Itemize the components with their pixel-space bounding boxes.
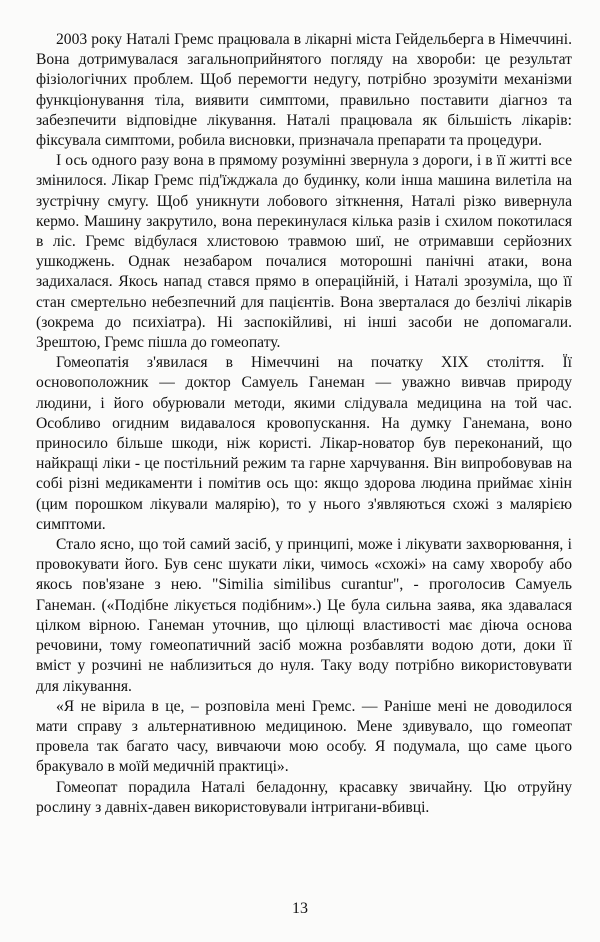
paragraph-3: Гомеопатія з'явилася в Німеччині на початку XIX століття. Її основоположник — доктор Самуель Ганеман — уважно вивчав природу людини, і його обурювали методи, якими слідувала медицина на той час. Особливо огидним видавалося кровопускання. На думку Ганемана, воно приносило більше шкоди, ніж користі. Лікар-новатор був переконаний, що найкращі ліки - це постільний режим та гарне харчування. Він випробовував на собі різні медикаменти і помітив ось що: якщо здорова людина приймає хінін (цим порошком лікували малярію), то у нього з'являються схожі з малярією симптоми. (36, 354, 572, 533)
paragraph-1: 2003 року Наталі Гремс працювала в лікарні міста Гейдельберга в Німеччині. Вона дотримувалася загальноприйнятого погляду на хвороби: це результат фізіологічних проблем. Щоб перемогти недугу, потрібно зрозуміти механізми функціонування тіла, виявити симптоми, правильно поставити діагноз та забезпечити відповідне лікування. Наталі працювала як більшість лікарів: фіксувала симптоми, робила висновки, призначала препарати та процедури. (36, 31, 572, 150)
page-number: 13 (292, 900, 308, 917)
paragraph-2: І ось одного разу вона в прямому розумінні звернула з дороги, і в її житті все змінилося. Лікар Гремс під'їжджала до будинку, коли інша машина вилетіла на зустрічну смугу. Щоб уникнути лобового зіткнення, Наталі різко вивернула кермо. Машину закрутило, вона перекинулася кілька разів і схилом покотилася в ліс. Гремс відбулася хлистовою травмою шиї, не отримавши серйозних ушкоджень. Однак незабаром почалися моторошні панічні атаки, вона задихалася. Якось напад стався прямо в операційній, і Наталі зрозуміла, що її стан смертельно небезпечний для пацієнтів. Вона зверталася до безлічі лікарів (зокрема до психіатра). Ні заспокійливі, ні інші засоби не допомагали. Зрештою, Гремс пішла до гомеопату. (36, 152, 572, 352)
paragraph-6: Гомеопат порадила Наталі беладонну, красавку звичайну. Цю отруйну рослину з давніх-давен використовували інтригани-вбивці. (36, 778, 572, 816)
body-text (36, 30, 572, 818)
paragraph-4: Стало ясно, що той самий засіб, у принципі, може і лікувати захворювання, і провокувати його. Був сенс шукати ліки, чимось «схожі» на саму хворобу або якось пов'язане з нею. "Similia similibus curantur", - проголосив Самуель Ганеман. («Подібне лікується подібним».) Це була сильна заява, яка здавалася цілком вірною. Ганеман уточнив, що цілющі властивості має діюча основа речовини, тому гомеопатичний засіб можна розбавляти водою доти, доки її вміст у розчині не наблизиться до нуля. Таку воду потрібно використовувати для лікування. (36, 536, 572, 695)
paragraph-5: «Я не вірила в це, – розповіла мені Гремс. — Раніше мені не доводилося мати справу з альтернативною медициною. Мене здивувало, що гомеопат провела так багато часу, вивчаючи мою особу. Я подумала, що саме цього бракувало в моїй медичній практиці». (36, 697, 572, 776)
